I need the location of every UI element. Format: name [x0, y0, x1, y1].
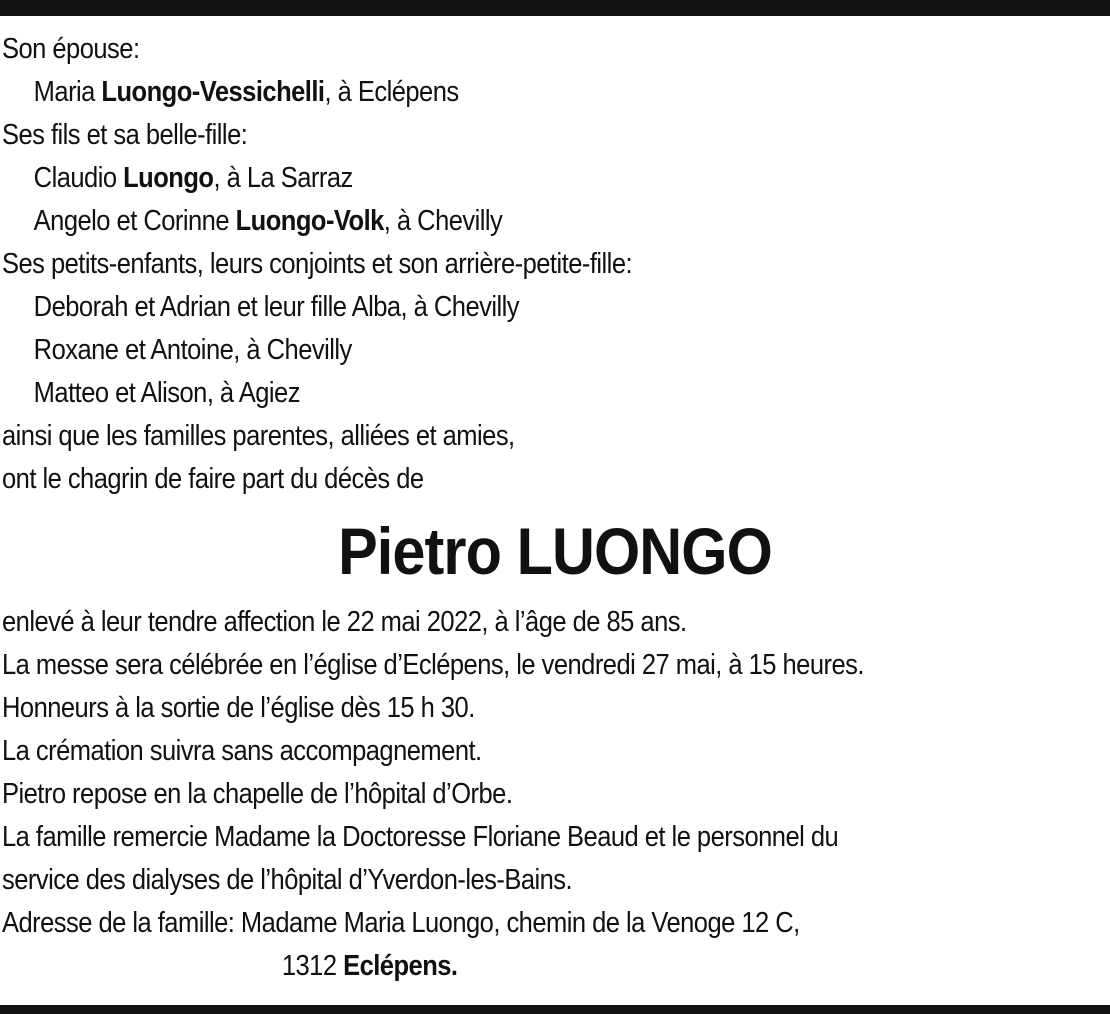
detail-line: enlevé à leur tendre affection le 22 mai 2022, à l’âge de 85 ans.	[2, 606, 687, 638]
grandchildren-heading: Ses petits-enfants, leurs conjoints et son arrière-petite-fille:	[2, 248, 633, 280]
detail-line: La famille remercie Madame la Doctoresse Floriane Beaud et le personnel du	[2, 821, 839, 853]
grandchild-line: Roxane et Antoine, à Chevilly	[33, 334, 352, 366]
spouse-heading: Son épouse:	[2, 33, 140, 65]
detail-line: Honneurs à la sortie de l’église dès 15 h 30.	[2, 692, 475, 724]
grandchild-line: Matteo et Alison, à Agiez	[33, 377, 300, 409]
grandchild-line: Deborah et Adrian et leur fille Alba, à Chevilly	[33, 291, 520, 323]
top-rule	[0, 0, 1110, 16]
detail-line: service des dialyses de l’hôpital d’Yverdon-les-Bains.	[2, 864, 573, 896]
relatives-line: ainsi que les familles parentes, alliées et amies,	[2, 420, 515, 452]
family-address-city: 1312 Eclépens.	[281, 950, 458, 982]
family-address-line: Adresse de la famille: Madame Maria Luongo, chemin de la Venoge 12 C,	[2, 907, 800, 939]
bottom-rule	[0, 1005, 1110, 1014]
spouse-line: Maria Luongo-Vessichelli, à Eclépens	[33, 76, 459, 108]
sons-heading: Ses fils et sa belle-fille:	[2, 119, 248, 151]
detail-line: La crémation suivra sans accompagnement.	[2, 735, 482, 767]
son-surname: Luongo-Volk	[235, 205, 384, 237]
detail-line: La messe sera célébrée en l’église d’Eclépens, le vendredi 27 mai, à 15 heures.	[2, 649, 864, 681]
obituary-notice	[2, 28, 1108, 988]
deceased-name: Pietro LUONGO	[338, 514, 772, 588]
spouse-surname: Luongo-Vessichelli	[101, 76, 325, 108]
son-line: Claudio Luongo, à La Sarraz	[33, 162, 353, 194]
son-surname: Luongo	[123, 162, 214, 194]
announcement-line: ont le chagrin de faire part du décès de	[2, 463, 424, 495]
son-line: Angelo et Corinne Luongo-Volk, à Chevilly	[33, 205, 503, 237]
city-name: Eclépens.	[343, 950, 458, 982]
detail-line: Pietro repose en la chapelle de l’hôpital d’Orbe.	[2, 778, 513, 810]
